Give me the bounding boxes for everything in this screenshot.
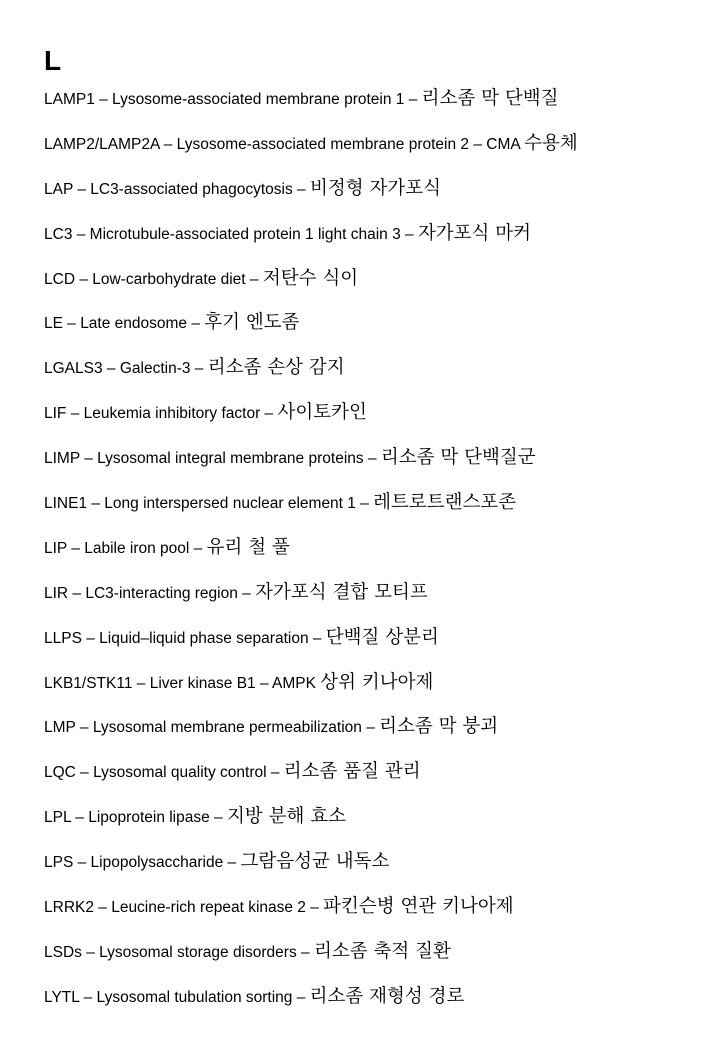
entry-term: LAMP2/LAMP2A – Lysosome-associated membrane protein 2 – CMA bbox=[44, 135, 525, 153]
glossary-entry bbox=[44, 312, 704, 357]
entry-term: LIF – Leukemia inhibitory factor – bbox=[44, 405, 278, 423]
section-heading: L bbox=[44, 45, 62, 76]
entry-text bbox=[44, 672, 433, 695]
entry-text bbox=[44, 268, 358, 291]
entry-text bbox=[44, 178, 441, 201]
entry-korean: 리소좀 품질 관리 bbox=[283, 761, 421, 783]
entry-term: LIR – LC3-interacting region – bbox=[44, 584, 256, 602]
entry-text bbox=[44, 537, 290, 560]
entry-term: LIP – Labile iron pool – bbox=[44, 539, 207, 557]
entry-korean: 저탄수 식이 bbox=[262, 267, 359, 289]
entry-korean: 유리 철 풀 bbox=[206, 536, 290, 558]
entry-korean: 리소좀 축적 질환 bbox=[313, 940, 451, 962]
entry-korean: 파킨슨병 연관 키나아제 bbox=[323, 896, 514, 918]
entry-korean: 후기 엔도좀 bbox=[204, 312, 300, 334]
entry-korean: 단백질 상분리 bbox=[325, 626, 439, 648]
entry-text bbox=[44, 761, 421, 784]
glossary-entry bbox=[44, 537, 704, 582]
glossary-entry bbox=[44, 986, 704, 1031]
entry-korean: 비정형 자가포식 bbox=[309, 177, 441, 199]
glossary-entry bbox=[44, 268, 704, 313]
entry-text bbox=[44, 133, 578, 156]
glossary-page bbox=[44, 44, 704, 1031]
glossary-entry bbox=[44, 402, 704, 447]
glossary-entry bbox=[44, 223, 704, 268]
entry-korean: 리소좀 막 붕괴 bbox=[379, 716, 499, 738]
entry-text bbox=[44, 402, 367, 425]
glossary-entry bbox=[44, 851, 704, 896]
glossary-entry bbox=[44, 357, 704, 402]
entry-korean: 리소좀 막 단백질 bbox=[421, 88, 559, 109]
entry-term: LGALS3 – Galectin-3 – bbox=[44, 360, 208, 378]
entry-korean: 리소좀 막 단백질군 bbox=[380, 447, 536, 469]
glossary-entry bbox=[44, 761, 704, 806]
entry-term: LPS – Lipopolysaccharide – bbox=[44, 854, 241, 872]
entry-term: LYTL – Lysosomal tubulation sorting – bbox=[44, 988, 310, 1006]
entry-term: LINE1 – Long interspersed nuclear element 1 – bbox=[44, 495, 374, 513]
entry-korean: 리소좀 재형성 경로 bbox=[309, 985, 465, 1007]
entry-term: LSDs – Lysosomal storage disorders – bbox=[44, 943, 314, 961]
glossary-entry bbox=[44, 133, 704, 178]
glossary-entry bbox=[44, 178, 704, 223]
entry-term: LAMP1 – Lysosome-associated membrane protein 1 – bbox=[44, 91, 422, 108]
entry-term: LCD – Low-carbohydrate diet – bbox=[44, 270, 263, 288]
glossary-entry bbox=[44, 492, 704, 537]
entry-text bbox=[44, 627, 439, 650]
glossary-entry bbox=[44, 582, 704, 627]
entry-korean: 자가포식 마커 bbox=[417, 222, 532, 244]
glossary-entry bbox=[44, 806, 704, 851]
glossary-list bbox=[44, 88, 704, 1031]
entry-text bbox=[44, 986, 464, 1009]
entry-term: LPL – Lipoprotein lipase – bbox=[44, 809, 227, 827]
entry-korean: 그람음성균 내독소 bbox=[240, 851, 390, 873]
entry-korean: 수용체 bbox=[524, 132, 578, 154]
entry-text bbox=[44, 357, 345, 380]
entry-term: LIMP – Lysosomal integral membrane proteins – bbox=[44, 450, 381, 468]
entry-korean: 자가포식 결합 모티프 bbox=[255, 581, 428, 603]
entry-text bbox=[44, 941, 451, 964]
entry-korean: 지방 분해 효소 bbox=[226, 806, 346, 828]
entry-text bbox=[44, 896, 514, 919]
glossary-entry bbox=[44, 716, 704, 761]
entry-text bbox=[44, 447, 536, 470]
entry-term: LE – Late endosome – bbox=[44, 315, 205, 333]
entry-term: LC3 – Microtubule-associated protein 1 light chain 3 – bbox=[44, 225, 418, 243]
glossary-entry bbox=[44, 672, 704, 717]
entry-text bbox=[44, 851, 389, 874]
entry-text bbox=[44, 312, 300, 335]
entry-term: LRRK2 – Leucine-rich repeat kinase 2 – bbox=[44, 899, 324, 917]
entry-text bbox=[44, 223, 531, 246]
entry-text bbox=[44, 88, 559, 111]
entry-text bbox=[44, 582, 428, 605]
entry-text bbox=[44, 492, 516, 515]
entry-korean: 리소좀 손상 감지 bbox=[207, 357, 345, 379]
entry-term: LLPS – Liquid–liquid phase separation – bbox=[44, 629, 326, 647]
glossary-entry bbox=[44, 88, 704, 133]
entry-term: LAP – LC3-associated phagocytosis – bbox=[44, 180, 310, 198]
entry-korean: 레트로트랜스포존 bbox=[373, 492, 517, 514]
glossary-entry bbox=[44, 447, 704, 492]
glossary-entry bbox=[44, 627, 704, 672]
entry-term: LMP – Lysosomal membrane permeabilization – bbox=[44, 719, 380, 737]
entry-term: LKB1/STK11 – Liver kinase B1 – AMPK bbox=[44, 674, 321, 692]
entry-text bbox=[44, 806, 346, 829]
glossary-entry bbox=[44, 896, 704, 941]
entry-term: LQC – Lysosomal quality control – bbox=[44, 764, 284, 782]
glossary-entry bbox=[44, 941, 704, 986]
entry-korean: 상위 키나아제 bbox=[320, 671, 434, 693]
entry-korean: 사이토카인 bbox=[277, 402, 367, 424]
entry-text bbox=[44, 716, 498, 739]
